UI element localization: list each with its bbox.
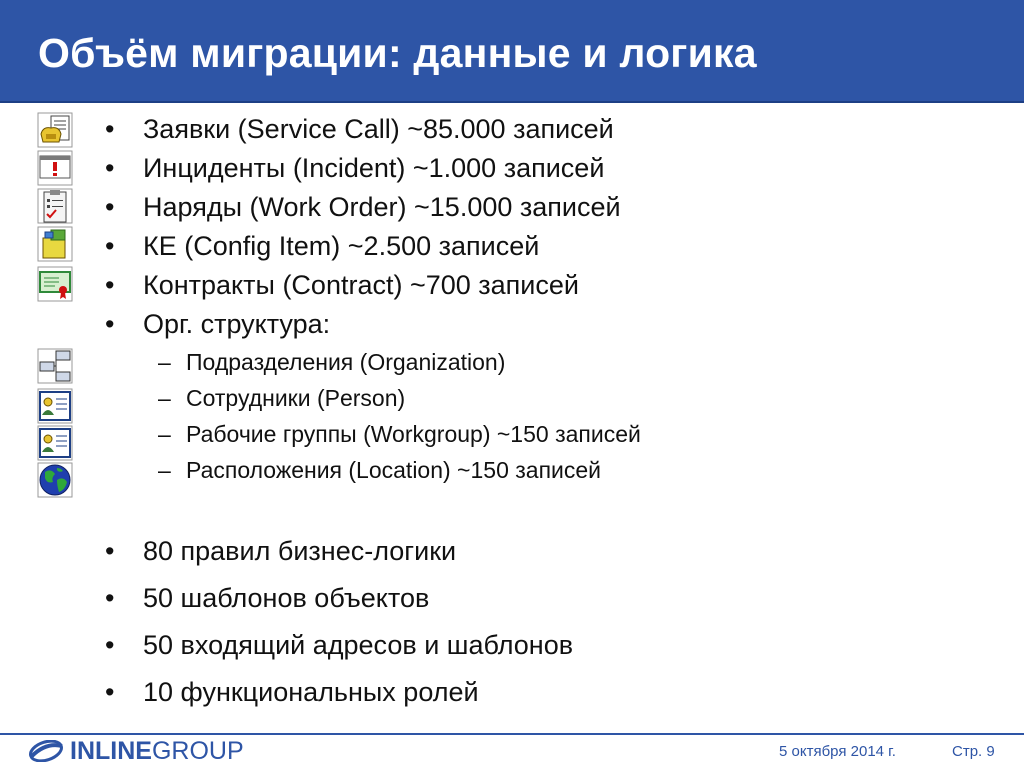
list-item: • КЕ (Config Item) ~2.500 записей bbox=[105, 231, 540, 261]
list-item: • Контракты (Contract) ~700 записей bbox=[105, 270, 579, 300]
sub-list-item: – Расположения (Location) ~150 записей bbox=[158, 457, 602, 483]
list-item: • Наряды (Work Order) ~15.000 записей bbox=[105, 192, 621, 222]
logo-text-inline: INLINE bbox=[70, 736, 152, 765]
incident-icon bbox=[37, 150, 73, 186]
logo-text-group: GROUP bbox=[151, 736, 244, 765]
page-number: Стр. 9 bbox=[952, 743, 995, 760]
workgroup-icon bbox=[37, 425, 73, 461]
list-item: • Орг. структура: bbox=[105, 309, 331, 339]
list-item: • 80 правил бизнес-логики bbox=[105, 536, 457, 566]
person-icon bbox=[37, 388, 73, 424]
list-item: • 50 входящий адресов и шаблонов bbox=[105, 630, 574, 660]
footer-divider bbox=[0, 733, 1024, 735]
work-order-icon bbox=[37, 188, 73, 224]
title-bar bbox=[0, 0, 1024, 103]
service-call-icon bbox=[37, 112, 73, 148]
contract-icon bbox=[37, 266, 73, 302]
location-icon bbox=[37, 462, 73, 498]
slide-title: Объём миграции: данные и логика bbox=[38, 30, 757, 76]
organization-icon bbox=[37, 348, 73, 384]
list-item: • Инциденты (Incident) ~1.000 записей bbox=[105, 153, 605, 183]
footer-date: 5 октября 2014 г. bbox=[779, 743, 896, 760]
sub-list-item: – Рабочие группы (Workgroup) ~150 записей bbox=[158, 421, 641, 447]
company-logo bbox=[28, 737, 244, 765]
sub-list-item: – Подразделения (Organization) bbox=[158, 349, 506, 375]
sub-list-item: – Сотрудники (Person) bbox=[158, 385, 406, 411]
config-item-icon bbox=[37, 226, 73, 262]
list-item: • Заявки (Service Call) ~85.000 записей bbox=[105, 114, 614, 144]
logo-swoosh-icon bbox=[28, 740, 64, 762]
list-item: • 10 функциональных ролей bbox=[105, 677, 479, 707]
list-item: • 50 шаблонов объектов bbox=[105, 583, 430, 613]
